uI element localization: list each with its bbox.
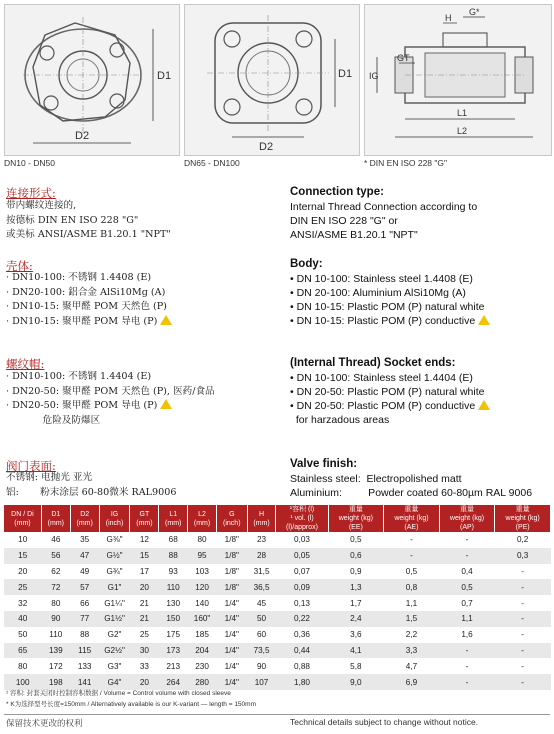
table-header-cell: 重量 weight (kg) (AP) <box>439 505 495 532</box>
table-cell: 107 <box>247 674 276 690</box>
drawing-dn65-dn100 <box>184 4 360 156</box>
table-cell: 15 <box>4 548 41 564</box>
table-cell: 73,5 <box>247 643 276 659</box>
table-cell: 31,5 <box>247 564 276 580</box>
table-cell: G½" <box>99 548 130 564</box>
table-cell: G1¼" <box>99 595 130 611</box>
table-cell: 50 <box>247 611 276 627</box>
table-cell: 213 <box>159 658 188 674</box>
table-cell: 35 <box>70 532 99 548</box>
socket-line-en-conductive: • DN 20-50: Plastic POM (P) conductive <box>290 399 490 413</box>
connection-title-cn: 连接形式: <box>6 186 56 200</box>
table-cell: 172 <box>41 658 70 674</box>
socket-title-en: (Internal Thread) Socket ends: <box>290 357 456 369</box>
table-cell: 20 <box>130 579 159 595</box>
dim-l1-label: L1 <box>457 108 468 118</box>
table-cell: 0,2 <box>495 532 551 548</box>
table-cell: 62 <box>41 564 70 580</box>
table-cell: - <box>439 658 495 674</box>
table-cell: 65 <box>4 643 41 659</box>
table-cell: 50 <box>4 627 41 643</box>
connection-line-cn: 带内螺纹连接的, <box>6 200 77 211</box>
footnote-volume: ¹ 容积: 封套关闭时控制容积数据 / Volume = Control volume with closed sleeve <box>6 690 231 697</box>
connection-title-en: Connection type: <box>290 186 384 198</box>
table-cell: - <box>495 579 551 595</box>
table-cell: 1/8" <box>216 548 247 564</box>
valve-section-drawing <box>365 5 551 155</box>
table-row <box>4 579 551 595</box>
socket-text-en <box>290 371 490 427</box>
table-cell: 0,7 <box>439 595 495 611</box>
socket-line-en: • DN 10-100: Stainless steel 1.4404 (E) <box>290 372 473 384</box>
table-cell: 21 <box>130 595 159 611</box>
table-cell: 140 <box>188 595 217 611</box>
table-cell: 1/4" <box>216 674 247 690</box>
table-cell: G1" <box>99 579 130 595</box>
table-header-cell: H (mm) <box>247 505 276 532</box>
table-cell: 0,88 <box>276 658 328 674</box>
table-cell: 80 <box>188 532 217 548</box>
table-cell: 9,0 <box>328 674 384 690</box>
socket-line-cn: · DN10-100: 不锈钢 1.4404 (E) <box>6 371 152 382</box>
table-cell: 88 <box>159 548 188 564</box>
body-line-en: • DN 10-15: Plastic POM (P) natural white <box>290 301 485 313</box>
table-cell: 1,80 <box>276 674 328 690</box>
table-header-cell: G (inch) <box>216 505 247 532</box>
table-cell: 66 <box>70 595 99 611</box>
table-cell: 23 <box>247 532 276 548</box>
table-cell: 88 <box>70 627 99 643</box>
table-cell: 103 <box>188 564 217 580</box>
dim-d1-label: D1 <box>338 68 353 80</box>
table-cell: 33 <box>130 658 159 674</box>
table-cell: 175 <box>159 627 188 643</box>
warning-ex-icon <box>478 400 490 410</box>
table-cell: 0,09 <box>276 579 328 595</box>
table-cell: 20 <box>130 674 159 690</box>
body-text-cn <box>6 271 172 329</box>
table-cell: G¾" <box>99 564 130 580</box>
table-cell: 115 <box>70 643 99 659</box>
table-cell: 68 <box>159 532 188 548</box>
divider <box>4 714 550 715</box>
table-cell: 0,13 <box>276 595 328 611</box>
table-cell: 80 <box>41 595 70 611</box>
table-cell: 173 <box>159 643 188 659</box>
table-cell: 0,5 <box>439 579 495 595</box>
socket-line-en: for harzadous areas <box>290 414 390 426</box>
body-line-cn: · DN10-15: 聚甲醛 POM 天然色 (P) <box>6 301 167 312</box>
table-row <box>4 643 551 659</box>
table-cell: 1,1 <box>384 595 440 611</box>
table-cell: 120 <box>188 579 217 595</box>
table-cell: 6,9 <box>384 674 440 690</box>
table-row <box>4 658 551 674</box>
finish-title-en: Valve finish: <box>290 458 358 470</box>
finish-line-en: Stainless steel: Electropolished matt <box>290 473 462 485</box>
warning-ex-icon <box>478 315 490 325</box>
finish-text-cn <box>6 471 176 500</box>
table-cell: G3" <box>99 658 130 674</box>
table-cell: - <box>439 532 495 548</box>
footer-note-en: Technical details subject to change without notice. <box>290 717 479 727</box>
table-cell: 80 <box>4 658 41 674</box>
table-cell: - <box>495 674 551 690</box>
table-cell: 0,07 <box>276 564 328 580</box>
body-line-en: • DN 20-100: Aluminium AlSi10Mg (A) <box>290 287 466 299</box>
table-cell: 4,1 <box>328 643 384 659</box>
table-cell: - <box>495 595 551 611</box>
table-cell: 40 <box>4 611 41 627</box>
table-cell: 49 <box>70 564 99 580</box>
table-cell: 25 <box>130 627 159 643</box>
table-cell: 1/8" <box>216 532 247 548</box>
dimension-table <box>4 505 551 690</box>
table-cell: 95 <box>188 548 217 564</box>
table-cell: 1/4" <box>216 658 247 674</box>
table-cell: G4" <box>99 674 130 690</box>
table-cell: 0,22 <box>276 611 328 627</box>
connection-line-en: Internal Thread Connection according to <box>290 201 478 213</box>
warning-ex-icon <box>160 399 172 409</box>
body-line-cn: · DN10-100: 不锈钢 1.4408 (E) <box>6 272 152 283</box>
table-row <box>4 627 551 643</box>
socket-title-cn: 螺纹帽: <box>6 357 45 371</box>
table-cell: 0,6 <box>328 548 384 564</box>
body-line-cn: · DN20-100: 鋁合金 AlSi10Mg (A) <box>6 286 166 298</box>
table-cell: 47 <box>70 548 99 564</box>
socket-line-cn: 危险及防爆区 <box>6 414 101 426</box>
table-cell: 100 <box>4 674 41 690</box>
flange-round-drawing <box>5 5 179 155</box>
table-header-cell: ¹容积 (l) ¹ vol. (l) (l)/approx) <box>276 505 328 532</box>
table-cell: 36,5 <box>247 579 276 595</box>
connection-line-cn: 或美标 ANSI/ASME B1.20.1 "NPT" <box>6 229 171 240</box>
table-cell: 1,3 <box>328 579 384 595</box>
connection-line-en: ANSI/ASME B1.20.1 "NPT" <box>290 229 418 241</box>
connection-line-cn: 按德标 DIN EN ISO 228 "G" <box>6 214 139 226</box>
table-header-row <box>4 505 551 532</box>
body-title-en: Body: <box>290 258 323 270</box>
table-cell: 45 <box>247 595 276 611</box>
connection-text-en <box>290 200 477 242</box>
table-header-cell: L1 (mm) <box>159 505 188 532</box>
table-cell: 12 <box>130 532 159 548</box>
table-cell: 93 <box>159 564 188 580</box>
table-cell: G2½" <box>99 643 130 659</box>
table-cell: 1/4" <box>216 611 247 627</box>
table-cell: 0,44 <box>276 643 328 659</box>
table-cell: 10 <box>4 532 41 548</box>
table-header-cell: D1 (mm) <box>41 505 70 532</box>
table-row <box>4 595 551 611</box>
body-line-en: • DN 10-100: Stainless steel 1.4408 (E) <box>290 273 473 285</box>
table-cell: 130 <box>159 595 188 611</box>
dim-h-label: H <box>445 13 452 23</box>
table-cell: 56 <box>41 548 70 564</box>
drawing-side-section <box>364 4 552 156</box>
table-cell: 141 <box>70 674 99 690</box>
table-header-cell: 重量 weight (kg) (AE) <box>384 505 440 532</box>
table-cell: 1/8" <box>216 564 247 580</box>
dim-l2-label: L2 <box>457 126 468 136</box>
table-header-cell: IG (inch) <box>99 505 130 532</box>
table-cell: 57 <box>70 579 99 595</box>
table-cell: 90 <box>41 611 70 627</box>
table-cell: 1/4" <box>216 627 247 643</box>
table-cell: 28 <box>247 548 276 564</box>
dim-gt-label: GT <box>397 53 410 63</box>
table-cell: - <box>439 674 495 690</box>
drawing-dn10-dn50 <box>4 4 180 156</box>
table-cell: 1,5 <box>384 611 440 627</box>
table-cell: 72 <box>41 579 70 595</box>
table-cell: 5,8 <box>328 658 384 674</box>
table-cell: 60 <box>247 627 276 643</box>
table-cell: 264 <box>159 674 188 690</box>
table-cell: 280 <box>188 674 217 690</box>
table-cell: - <box>384 548 440 564</box>
table-cell: 185 <box>188 627 217 643</box>
table-cell: 230 <box>188 658 217 674</box>
table-cell: 160" <box>188 611 217 627</box>
table-cell: 0,05 <box>276 548 328 564</box>
table-cell: 0,4 <box>439 564 495 580</box>
table-cell: 21 <box>130 611 159 627</box>
table-cell: 0,9 <box>328 564 384 580</box>
finish-line-en: Aluminium: Powder coated 60-80µm RAL 9006 <box>290 487 533 499</box>
dim-d2-label: D2 <box>259 141 274 153</box>
socket-line-cn-conductive: · DN20-50: 聚甲醛 POM 导电 (P) <box>6 399 215 414</box>
socket-line-cn: · DN20-50: 聚甲醛 POM 天然色 (P), 医药/食品 <box>6 385 215 397</box>
table-cell: G1½" <box>99 611 130 627</box>
finish-line-cn: 铝: 粉末涂层 60-80微米 RAL9006 <box>6 486 177 498</box>
table-header-cell: 重量 weight (kg) (EE) <box>328 505 384 532</box>
figure-caption: * DIN EN ISO 228 "G" <box>364 158 448 168</box>
table-cell: 110 <box>159 579 188 595</box>
figure-caption: DN65 - DN100 <box>184 158 240 168</box>
table-cell: 1/4" <box>216 643 247 659</box>
table-cell: - <box>495 627 551 643</box>
table-header-cell: GT (mm) <box>130 505 159 532</box>
table-cell: 17 <box>130 564 159 580</box>
footer-note-cn: 保留技术更改的权利 <box>6 719 83 729</box>
table-cell: 204 <box>188 643 217 659</box>
body-line-en-conductive: • DN 10-15: Plastic POM (P) conductive <box>290 314 490 328</box>
table-cell: 0,8 <box>384 579 440 595</box>
table-cell: 198 <box>41 674 70 690</box>
table-cell: 2,4 <box>328 611 384 627</box>
table-cell: 3,6 <box>328 627 384 643</box>
socket-line-en: • DN 20-50: Plastic POM (P) natural white <box>290 386 485 398</box>
table-cell: 1,1 <box>439 611 495 627</box>
table-header-cell: 重量 weight (kg) (PE) <box>495 505 551 532</box>
table-cell: 0,5 <box>384 564 440 580</box>
table-cell: 77 <box>70 611 99 627</box>
table-row <box>4 564 551 580</box>
table-cell: G⅜" <box>99 532 130 548</box>
finish-title-cn: 阀门表面: <box>6 459 56 473</box>
finish-text-en <box>290 472 532 500</box>
body-text-en <box>290 272 490 328</box>
connection-line-en: DIN EN ISO 228 "G" or <box>290 215 398 227</box>
table-cell: 110 <box>41 627 70 643</box>
socket-text-cn <box>6 370 215 428</box>
table-cell: - <box>439 548 495 564</box>
table-cell: 1,7 <box>328 595 384 611</box>
table-cell: 90 <box>247 658 276 674</box>
table-cell: - <box>439 643 495 659</box>
table-row <box>4 532 551 548</box>
table-cell: - <box>495 611 551 627</box>
table-cell: 4,7 <box>384 658 440 674</box>
body-title-cn: 壳体: <box>6 259 33 273</box>
table-cell: 0,36 <box>276 627 328 643</box>
table-cell: 150 <box>159 611 188 627</box>
body-line-cn-conductive: · DN10-15: 聚甲醛 POM 导电 (P) <box>6 315 172 330</box>
table-cell: 3,3 <box>384 643 440 659</box>
table-cell: 0,03 <box>276 532 328 548</box>
dim-ig-label: IG <box>369 71 379 81</box>
table-cell: 20 <box>4 564 41 580</box>
table-cell: 0,5 <box>328 532 384 548</box>
table-cell: 1/4" <box>216 595 247 611</box>
figure-caption: DN10 - DN50 <box>4 158 56 168</box>
warning-ex-icon <box>160 315 172 325</box>
connection-text-cn <box>6 199 171 243</box>
table-cell: 1/8" <box>216 579 247 595</box>
table-cell: 46 <box>41 532 70 548</box>
table-cell: - <box>495 643 551 659</box>
table-header-cell: DN / Di (mm) <box>4 505 41 532</box>
table-cell: - <box>384 532 440 548</box>
table-cell: 30 <box>130 643 159 659</box>
footnote-k-variant: * K为选择型号长度=150mm / Alternatively available is our K-variant — length = 150mm <box>6 701 256 708</box>
dim-d2-label: D2 <box>75 130 90 142</box>
table-cell: 25 <box>4 579 41 595</box>
table-cell: G2" <box>99 627 130 643</box>
table-cell: 32 <box>4 595 41 611</box>
dim-d1-label: D1 <box>157 70 172 82</box>
table-cell: 139 <box>41 643 70 659</box>
finish-line-cn: 不锈钢: 电抛光 亚光 <box>6 472 93 483</box>
table-cell: 2,2 <box>384 627 440 643</box>
table-cell: 133 <box>70 658 99 674</box>
table-cell: - <box>495 658 551 674</box>
table-cell: - <box>495 564 551 580</box>
table-row <box>4 548 551 564</box>
flange-square-drawing <box>185 5 359 155</box>
table-cell: 1,6 <box>439 627 495 643</box>
table-cell: 15 <box>130 548 159 564</box>
table-row <box>4 611 551 627</box>
table-header-cell: D2 (mm) <box>70 505 99 532</box>
table-cell: 0,3 <box>495 548 551 564</box>
table-header-cell: L2 (mm) <box>188 505 217 532</box>
dim-g-label: G* <box>469 7 480 17</box>
